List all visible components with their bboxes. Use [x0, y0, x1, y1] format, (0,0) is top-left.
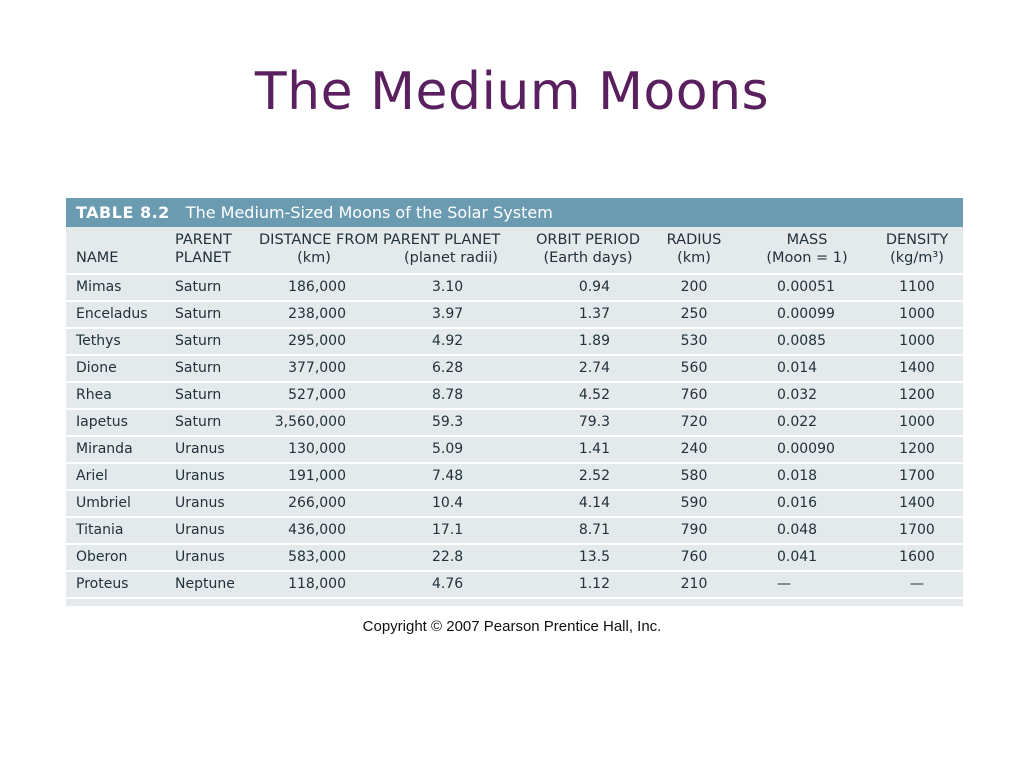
cell-km: 436,000 [288, 522, 346, 538]
cell-radii: 59.3 [432, 414, 464, 430]
table-body [66, 275, 963, 599]
cell-period: 1.12 [578, 576, 610, 592]
cell-density: 1000 [899, 414, 935, 430]
cell-period: 1.89 [578, 333, 610, 349]
cell-period: 8.71 [578, 522, 610, 538]
cell-parent: Uranus [175, 522, 225, 538]
cell-parent: Uranus [175, 495, 225, 511]
table-row [66, 464, 963, 491]
cell-period: 2.52 [578, 468, 610, 484]
cell-mass: 0.00051 [777, 279, 835, 295]
cell-radius: 760 [680, 549, 708, 565]
cell-density: 1000 [899, 333, 935, 349]
cell-radii: 4.76 [432, 576, 464, 592]
header-radius-line1: RADIUS [666, 232, 722, 248]
cell-km: 118,000 [288, 576, 346, 592]
cell-mass: 0.022 [777, 414, 818, 430]
cell-parent: Saturn [175, 333, 222, 349]
cell-name: Titania [76, 522, 124, 538]
cell-mass: — [777, 576, 791, 592]
table-row [66, 572, 963, 599]
cell-name: Umbriel [76, 495, 131, 511]
cell-name: Oberon [76, 549, 128, 565]
cell-name: Proteus [76, 576, 129, 592]
cell-mass: 0.00090 [777, 441, 835, 457]
cell-radii: 6.28 [432, 360, 464, 376]
cell-km: 527,000 [288, 387, 346, 403]
cell-name: Iapetus [76, 414, 128, 430]
cell-radii: 3.10 [432, 279, 464, 295]
cell-radius: 580 [680, 468, 708, 484]
cell-radius: 200 [680, 279, 708, 295]
cell-radii: 7.48 [432, 468, 464, 484]
cell-radius: 530 [680, 333, 708, 349]
cell-radius: 760 [680, 387, 708, 403]
cell-density: 1200 [899, 387, 935, 403]
table-row [66, 356, 963, 383]
cell-parent: Uranus [175, 441, 225, 457]
cell-parent: Saturn [175, 414, 222, 430]
cell-period: 4.14 [578, 495, 610, 511]
cell-radii: 4.92 [432, 333, 464, 349]
header-period-line1: ORBIT PERIOD [535, 232, 640, 248]
cell-parent: Saturn [175, 279, 222, 295]
header-density-line2: (kg/m³) [890, 250, 944, 266]
header-density-line1: DENSITY [885, 232, 949, 248]
table-row [66, 275, 963, 302]
cell-km: 3,560,000 [274, 414, 346, 430]
cell-radii: 22.8 [432, 549, 464, 565]
cell-parent: Uranus [175, 468, 225, 484]
cell-mass: 0.016 [777, 495, 818, 511]
cell-name: Rhea [76, 387, 112, 403]
cell-km: 186,000 [288, 279, 346, 295]
cell-density: 1600 [899, 549, 935, 565]
cell-radius: 790 [680, 522, 708, 538]
cell-period: 4.52 [578, 387, 610, 403]
cell-radius: 250 [680, 306, 708, 322]
cell-km: 266,000 [288, 495, 346, 511]
cell-mass: 0.032 [777, 387, 818, 403]
table-number: TABLE 8.2 [76, 203, 170, 222]
table-row [66, 383, 963, 410]
cell-name: Ariel [76, 468, 108, 484]
cell-mass: 0.0085 [777, 333, 826, 349]
cell-density: 1400 [899, 495, 935, 511]
header-period-line2: (Earth days) [543, 250, 633, 266]
table-row [66, 518, 963, 545]
cell-period: 79.3 [578, 414, 610, 430]
cell-period: 1.41 [578, 441, 610, 457]
table-row [66, 545, 963, 572]
cell-radius: 240 [680, 441, 708, 457]
cell-parent: Uranus [175, 549, 225, 565]
cell-km: 191,000 [288, 468, 346, 484]
cell-parent: Saturn [175, 387, 222, 403]
cell-period: 13.5 [578, 549, 610, 565]
cell-name: Dione [76, 360, 117, 376]
table-row [66, 410, 963, 437]
cell-name: Tethys [76, 333, 121, 349]
cell-mass: 0.041 [777, 549, 818, 565]
cell-radius: 560 [680, 360, 708, 376]
cell-km: 130,000 [288, 441, 346, 457]
cell-period: 0.94 [578, 279, 610, 295]
header-mass-line2: (Moon = 1) [766, 250, 848, 266]
cell-radius: 210 [680, 576, 708, 592]
cell-radii: 10.4 [432, 495, 464, 511]
cell-radii: 8.78 [432, 387, 464, 403]
cell-density: 1100 [899, 279, 935, 295]
cell-km: 377,000 [288, 360, 346, 376]
cell-km: 583,000 [288, 549, 346, 565]
header-distance-radii: (planet radii) [404, 250, 498, 266]
header-mass-line1: MASS [786, 232, 828, 248]
header-distance: DISTANCE FROM PARENT PLANET [259, 232, 501, 248]
cell-km: 238,000 [288, 306, 346, 322]
moons-table [66, 198, 963, 606]
cell-radius: 590 [680, 495, 708, 511]
cell-radii: 3.97 [432, 306, 464, 322]
slide-title: The Medium Moons [254, 62, 770, 122]
cell-period: 1.37 [578, 306, 610, 322]
header-radius-line2: (km) [677, 250, 711, 266]
cell-density: 1700 [899, 468, 935, 484]
table-row [66, 302, 963, 329]
table-caption-bar [66, 198, 963, 227]
cell-mass: 0.048 [777, 522, 818, 538]
table-row [66, 329, 963, 356]
cell-radius: 720 [680, 414, 708, 430]
cell-density: — [910, 576, 924, 592]
cell-parent: Saturn [175, 360, 222, 376]
cell-name: Miranda [76, 441, 133, 457]
cell-name: Mimas [76, 279, 122, 295]
table-caption: The Medium-Sized Moons of the Solar System [185, 203, 553, 222]
header-parent-line1: PARENT [175, 232, 232, 248]
cell-mass: 0.018 [777, 468, 818, 484]
table-header [66, 227, 963, 275]
copyright-notice: Copyright © 2007 Pearson Prentice Hall, Inc. [362, 618, 662, 635]
cell-mass: 0.00099 [777, 306, 835, 322]
cell-density: 1400 [899, 360, 935, 376]
cell-period: 2.74 [578, 360, 610, 376]
table-row [66, 491, 963, 518]
header-distance-km: (km) [297, 250, 331, 266]
cell-mass: 0.014 [777, 360, 818, 376]
cell-radii: 5.09 [432, 441, 464, 457]
header-name: NAME [76, 250, 119, 266]
cell-parent: Saturn [175, 306, 222, 322]
cell-density: 1700 [899, 522, 935, 538]
cell-radii: 17.1 [432, 522, 464, 538]
cell-km: 295,000 [288, 333, 346, 349]
header-parent-line2: PLANET [175, 250, 231, 266]
cell-density: 1200 [899, 441, 935, 457]
cell-name: Enceladus [76, 306, 148, 322]
cell-parent: Neptune [175, 576, 235, 592]
cell-density: 1000 [899, 306, 935, 322]
table-row [66, 437, 963, 464]
